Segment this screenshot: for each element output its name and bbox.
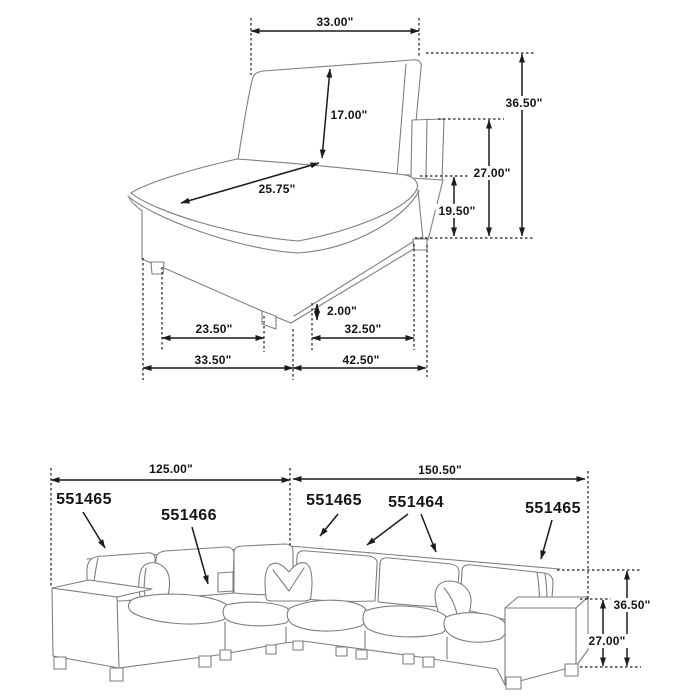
part-callout-arrow-5 <box>541 520 552 559</box>
sofa-seat-corner <box>223 602 290 626</box>
chair-back-cushion-height-dim: 17.00" <box>330 108 368 122</box>
chair-back-height-dim: 27.00" <box>471 166 514 180</box>
part-label-4: 551464 <box>388 494 444 511</box>
leg <box>220 650 231 660</box>
sofa-legs <box>54 641 578 689</box>
leg <box>506 677 521 689</box>
leg <box>423 657 434 667</box>
sofa-corner-side-panel <box>218 572 233 592</box>
leg <box>266 645 276 654</box>
part-label-5: 551465 <box>525 500 581 517</box>
chair-base-side-depth-dim: 32.50" <box>344 322 382 336</box>
leg <box>356 650 367 659</box>
leg <box>54 657 66 669</box>
chair-seat-height-dim: 19.50" <box>436 204 479 218</box>
leg <box>199 656 211 667</box>
sectional-overall-height-dim: 36.50" <box>611 598 654 612</box>
chair-seat-cushion <box>131 159 417 241</box>
part-callout-arrow-3 <box>320 514 338 536</box>
chair-base-bottom-left <box>164 268 262 311</box>
part-label-2: 551466 <box>161 507 217 524</box>
chair-overall-width-dim: 33.50" <box>194 353 232 367</box>
leg <box>110 668 123 681</box>
leg <box>336 647 347 656</box>
sofa-left-arm-front <box>52 588 119 668</box>
chair-side-panel <box>411 119 444 180</box>
sofa-seat-4 <box>444 613 506 642</box>
sectional-left-run-dim: 125.00" <box>149 462 193 476</box>
chair-overall-depth-dim: 42.50" <box>342 353 380 367</box>
sofa-right-arm-outer <box>576 597 588 666</box>
chair-overall-height-dim: 36.50" <box>503 96 546 110</box>
sofa-right-arm-top <box>505 597 588 608</box>
part-label-3: 551465 <box>306 492 362 509</box>
chair-base-right-edge <box>418 190 423 239</box>
leg <box>293 641 303 650</box>
part-label-1: 551465 <box>56 491 112 508</box>
chair-base-front-point <box>276 317 291 323</box>
chair-back-width-dim: 33.00" <box>316 15 354 29</box>
part-callout-arrow-1 <box>83 512 105 548</box>
leg <box>565 664 578 676</box>
chair-seat-diagonal-dim: 25.75" <box>258 182 296 196</box>
chair-base-reveal-dim: 2.00" <box>324 304 360 318</box>
sectional-arm-height-dim: 27.00" <box>586 634 629 648</box>
part-callout-arrow-4b <box>421 514 436 552</box>
chair-base-left-edge <box>129 198 151 263</box>
chair-leg-rear <box>413 239 427 250</box>
part-callout-arrow-4a <box>367 514 408 545</box>
leg <box>403 654 414 664</box>
chair-front-leg-spacing-dim: 23.50" <box>195 322 233 336</box>
sectional-drawing <box>52 544 588 689</box>
sectional-right-run-dim: 150.50" <box>418 463 462 477</box>
sofa-seat-2 <box>287 600 367 631</box>
sofa-seat-3 <box>363 606 448 637</box>
sofa-seat-1 <box>129 594 230 624</box>
